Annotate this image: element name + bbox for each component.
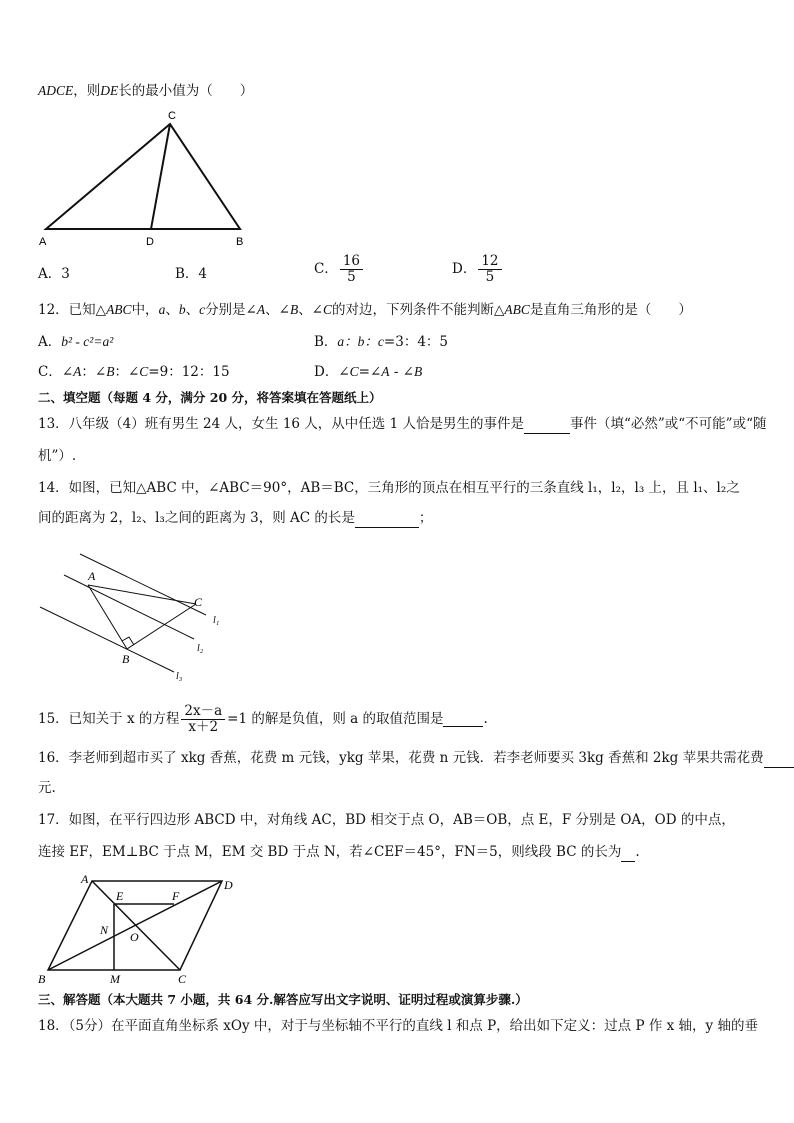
q11-label-b: B — [236, 236, 244, 248]
q16-line-2: 元. — [38, 780, 56, 796]
q13-answer-blank[interactable] — [524, 419, 570, 434]
q12-option-a: A．b² - c²=a² — [38, 334, 114, 350]
fraction-numerator: 12 — [478, 254, 501, 270]
q17-label-a: A — [81, 872, 89, 886]
q17-label-e: E — [116, 889, 124, 903]
q11-label-a: A — [39, 236, 47, 248]
q11-option-a: A．3 — [38, 266, 70, 282]
q11-option-c-fraction — [340, 254, 363, 285]
q11-option-d-prefix: D． — [452, 261, 477, 277]
q17-label-f: F — [172, 889, 180, 903]
q14-label-a: A — [88, 569, 96, 583]
q15-equation-fraction — [181, 704, 225, 735]
q12-option-b: B．a：b：c=3：4：5 — [314, 334, 449, 350]
q17-text: 连接 EF，EM⊥BC 于点 M，EM 交 BD 于点 N，若∠CEF＝45°，FN＝5，则线段 BC 的长为 — [38, 844, 622, 860]
q11-option-b: B．4 — [175, 266, 208, 282]
q12-stem: 12．已知△ABC中，a、b、c分别是∠A、∠B、∠C的对边，下列条件不能判断△ABC是直角三角形的是（ ） — [38, 302, 692, 318]
section-3-heading: 三、解答题（本大题共 7 小题，共 64 分.解答应写出文字说明、证明过程或演算步骤.） — [38, 992, 528, 1007]
section-2-heading: 二、填空题（每题 4 分，满分 20 分，将答案填在答题纸上） — [38, 390, 382, 405]
q11-option-c — [314, 254, 365, 285]
q18-line-1: 18．（5分）在平面直角坐标系 xOy 中，对于与坐标轴不平行的直线 l 和点 P，给出如下定义：过点 P 作 x 轴，y 轴的垂 — [38, 1018, 758, 1034]
q14-line-1: 14．如图，已知△ABC 中，∠ABC＝90°，AB＝BC，三角形的顶点在相互平行的三条直线 l₁，l₂，l₃ 上，且 l₁、l₂之 — [38, 480, 740, 496]
q17-label-d: D — [224, 878, 233, 892]
q11-quad-name: ADCE — [38, 83, 74, 98]
q12-option-c: C．∠A：∠B：∠C=9：12：15 — [38, 364, 230, 380]
q17-line-1: 17．如图，在平行四边形 ABCD 中，对角线 AC，BD 相交于点 O，AB＝OB，点 E，F 分别是 OA，OD 的中点， — [38, 812, 735, 828]
fraction-denominator: 5 — [347, 269, 356, 285]
q11-option-c-prefix: C． — [314, 261, 338, 277]
q13-line-2: 机”）. — [38, 448, 77, 464]
q17-parallelogram-figure — [36, 871, 246, 987]
fraction-denominator: 5 — [485, 269, 495, 285]
q11-label-d: D — [146, 236, 154, 248]
q17-label-c: C — [178, 972, 187, 986]
q14-label-l3: l₃ — [176, 671, 183, 682]
q11-stem-tail — [38, 81, 253, 101]
q17-label-m: M — [110, 972, 120, 986]
q12-option-d: D．∠C=∠A - ∠B — [314, 364, 423, 380]
fraction-numerator: 16 — [340, 254, 363, 270]
q14-label-l2: l₂ — [197, 643, 204, 654]
q11-option-d — [452, 254, 504, 285]
q14-label-c: C — [194, 595, 203, 609]
q11-text: ，则 — [73, 83, 101, 99]
q11-question: 长的最小值为（ ） — [118, 83, 254, 99]
q14-label-l1: l₁ — [213, 615, 220, 626]
q11-triangle-figure — [36, 108, 256, 250]
q17-answer-blank[interactable] — [621, 847, 635, 862]
q14-parallel-lines-figure — [36, 548, 236, 686]
q14-text: 间的距离为 2，l₂、l₃之间的距离为 3，则 AC 的长是 — [38, 510, 355, 526]
q13-text: 13．八年级（4）班有男生 24 人，女生 16 人，从中任选 1 人恰是男生的事件是 — [38, 416, 524, 432]
q11-seg-name: DE — [100, 83, 119, 98]
q14-text-tail: ； — [418, 510, 433, 526]
q15-text: 15．已知关于 x 的方程 — [38, 711, 180, 727]
q14-label-b: B — [122, 652, 130, 666]
q17-label-o: O — [130, 930, 139, 944]
fraction-numerator: 2x－a — [181, 704, 225, 720]
q14-answer-blank[interactable] — [355, 513, 419, 528]
q11-option-d-fraction — [478, 254, 501, 285]
q13-text-tail: 事件（填“必然”或“不可能”或“随 — [569, 416, 767, 432]
q17-label-b: B — [38, 972, 46, 986]
fraction-denominator: x＋2 — [188, 719, 219, 735]
q14-line-2 — [38, 508, 432, 528]
q13-line-1 — [38, 414, 766, 434]
q11-label-c: C — [168, 110, 176, 122]
q15-line — [38, 699, 488, 739]
q15-text-tail: =1 的解是负值，则 a 的取值范围是 — [227, 711, 444, 727]
q15-end: . — [483, 711, 488, 727]
q17-label-n: N — [100, 923, 109, 937]
q16-line-1 — [38, 748, 794, 768]
q16-answer-blank[interactable] — [764, 753, 794, 768]
q16-text: 16．李老师到超市买了 xkg 香蕉，花费 m 元钱，ykg 苹果，花费 n 元钱．若李老师要买 3kg 香蕉和 2kg 苹果共需花费 — [38, 750, 764, 766]
q17-text-tail: . — [635, 844, 640, 860]
q15-answer-blank[interactable] — [443, 712, 483, 727]
q17-line-2 — [38, 842, 640, 862]
